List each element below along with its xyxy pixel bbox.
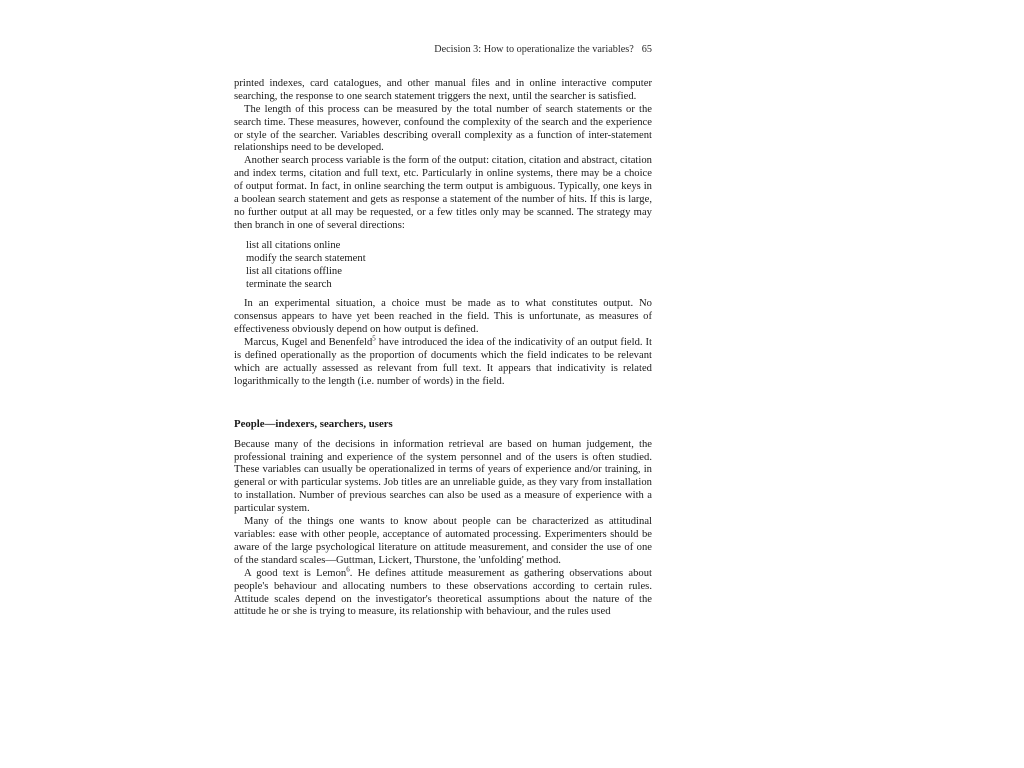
paragraph-7: Many of the things one wants to know about people can be characterized as attitudinal variables: ease with other people, acceptance of automated processing. Experimenters should be aware of the large psychological literature on attitude measurement, and consider the use of one of the standard scales—Guttman, Lickert, Thurstone, the 'unfolding' method. <box>234 516 652 566</box>
paragraph-3: Another search process variable is the form of the output: citation, citation and abstract, citation and index terms, citation and full text, etc. Particularly in online systems, there may be a choice of output format. In fact, in online searching the term output is ambiguous. Typically, one keys in a boolean search statement and gets as response a statement of the number of hits. If this is large, no further output at all may be requested, or a few titles only may be scanned. The strategy may then branch in one of several directions: <box>234 155 652 231</box>
list-item: list all citations offline <box>246 265 342 277</box>
list-item: terminate the search <box>246 278 332 290</box>
reference-5: 5 <box>372 334 376 343</box>
book-page <box>234 44 652 619</box>
reference-6: 6 <box>346 565 350 574</box>
list-item: modify the search statement <box>246 252 366 264</box>
output-options-list <box>246 240 652 292</box>
paragraph-1: printed indexes, card catalogues, and other manual files and in online interactive computer searching, the response to one search statement triggers the next, until the searcher is satisfied. <box>234 77 652 102</box>
paragraph-2: The length of this process can be measured by the total number of search statements or the search time. These measures, however, confound the complexity of the search and the experience or style of the searcher. Variables describing overall complexity as a function of inter-statement relationships need to be developed. <box>234 103 652 154</box>
list-item: list all citations online <box>246 239 341 251</box>
paragraph-8 <box>234 565 652 620</box>
paragraph-6: Because many of the decisions in information retrieval are based on human judgement, the professional training and experience of the system personnel and of the users is often studied. These variables can usually be operationalized in terms of years of experience and/or training, in general or with particular systems. Job titles are an unreliable guide, as they vary from installation to installation. Number of previous searches can also be used as a measure of experience with a particular system. <box>234 438 652 515</box>
paragraph-5-lead: Marcus, Kugel and Benenfeld <box>244 337 373 349</box>
page-number: 65 <box>641 44 652 55</box>
paragraph-4: In an experimental situation, a choice must be made as to what constitutes output. No consensus appears to have yet been reached in the field. This is unfortunate, as measures of effectiveness obviously depend on how output is defined. <box>234 298 652 336</box>
paragraph-5 <box>234 334 652 389</box>
paragraph-5-rest: have introduced the idea of the indicativity of an output field. It is defined operationally as the proportion of documents which the field indicates to be relevant which are actually assessed as relevant from full text. It appears that indicativity is related logarithmically to the length (i.e. number of words) in the field. <box>234 337 652 387</box>
paragraph-8-lead: A good text is Lemon <box>244 567 347 579</box>
section-heading: People—indexers, searchers, users <box>234 417 393 430</box>
running-head <box>234 44 652 57</box>
paragraph-8-rest: . He defines attitude measurement as gathering observations about people's behaviour and allocating numbers to these observations according to certain rules. Attitude scales depend on the investigator's theoretical assumptions about the nature of the attitude he or she is trying to measure, its relationship with behaviour, and the rules used <box>234 567 652 618</box>
running-title: Decision 3: How to operationalize the variables? <box>434 44 634 55</box>
